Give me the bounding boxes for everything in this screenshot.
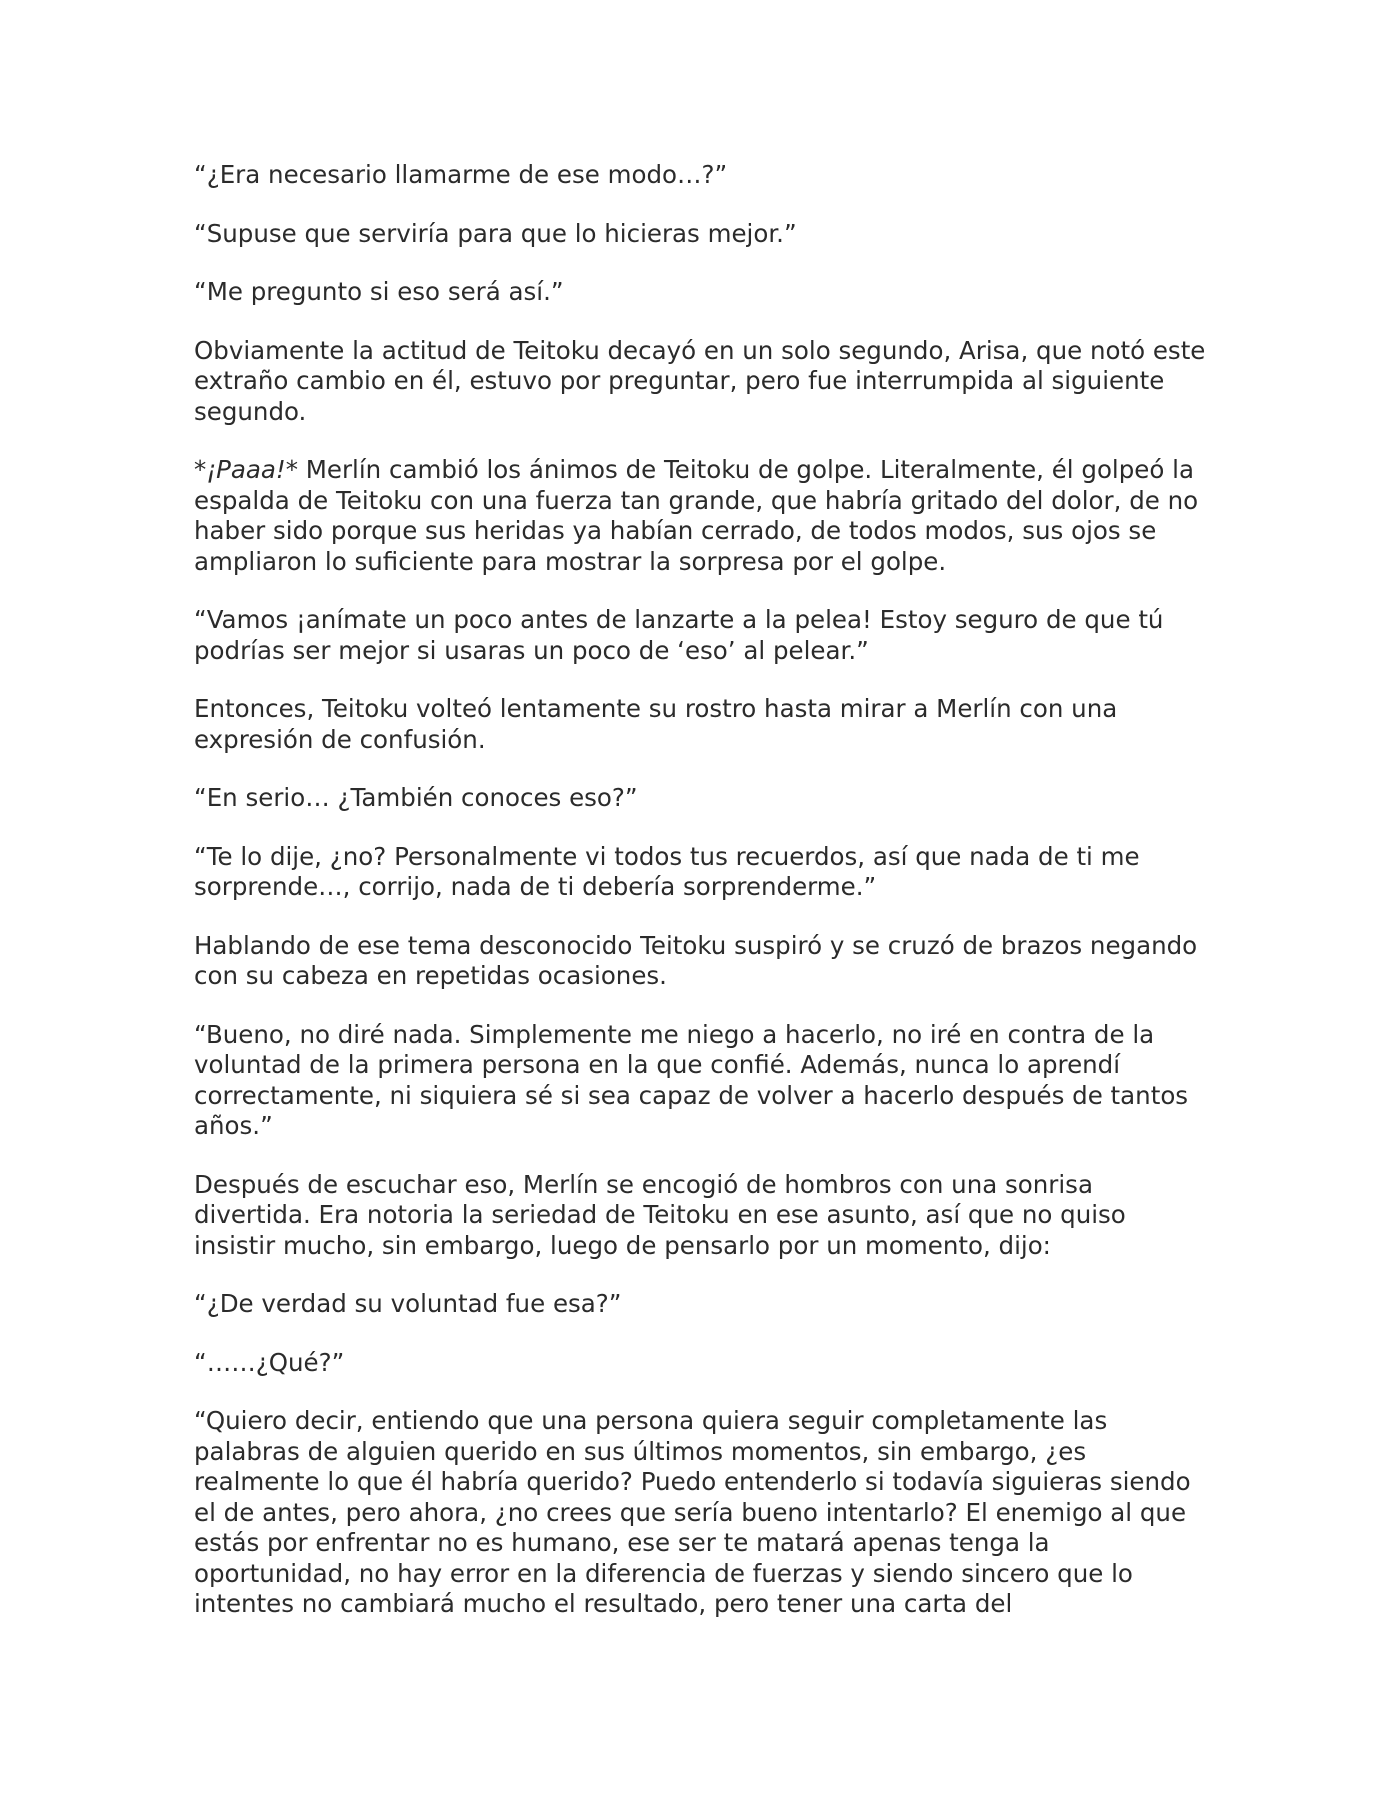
paragraph-8: “En serio… ¿También conoces eso?” xyxy=(194,783,638,812)
paragraph-3: “Me pregunto si eso será así.” xyxy=(194,277,564,306)
paragraph-9: “Te lo dije, ¿no? Personalmente vi todos tus recuerdos, así que nada de ti me sorprende…, corrijo, nada de ti debería sorprenderme.” xyxy=(194,841,1140,901)
paragraph-15: “Quiero decir, entiendo que una persona quiera seguir completamente las palabras de alguien querido en sus últimos momentos, sin embargo, ¿es realmente lo que él habría querido? Puedo entenderlo si todavía siguieras siendo el de antes, pero ahora, ¿no crees que sería bueno intentarlo? El enemigo al que estás por enfrentar no es humano, ese ser te matará apenas tenga la oportunidad, no hay error en la diferencia de fuerzas y siendo sincero que lo intentes no cambiará mucho el resultado, pero tener una carta del xyxy=(194,1406,1191,1618)
paragraph-5-text: Merlín cambió los ánimos de Teitoku de golpe. Literalmente, él golpeó la espalda de Teitoku con una fuerza tan grande, que habría gritado del dolor, de no haber sido porque sus heridas ya habían cerrado, de todos modos, sus ojos se ampliaron lo suficiente para mostrar la sorpresa por el golpe. xyxy=(194,455,1199,576)
paragraph-5 xyxy=(194,455,1210,577)
sound-effect: *¡Paaa!* xyxy=(194,455,298,484)
paragraph-1: “¿Era necesario llamarme de ese modo…?” xyxy=(194,160,728,189)
paragraph-11: “Bueno, no diré nada. Simplemente me niego a hacerlo, no iré en contra de la voluntad de la primera persona en la que confié. Además, nunca lo aprendí correctamente, ni siquiera sé si sea capaz de volver a hacerlo después de tantos años.” xyxy=(194,1019,1189,1140)
paragraph-13: “¿De verdad su voluntad fue esa?” xyxy=(194,1289,622,1318)
paragraph-10: Hablando de ese tema desconocido Teitoku suspiró y se cruzó de brazos negando con su cabeza en repetidas ocasiones. xyxy=(194,930,1198,990)
paragraph-6: “Vamos ¡anímate un poco antes de lanzarte a la pelea! Estoy seguro de que tú podrías ser mejor si usaras un poco de ‘eso’ al pelear.” xyxy=(194,605,1164,665)
document-page xyxy=(194,160,1210,1620)
paragraph-14: “……¿Qué?” xyxy=(194,1347,345,1377)
paragraph-12: Después de escuchar eso, Merlín se encogió de hombros con una sonrisa divertida. Era notoria la seriedad de Teitoku en ese asunto, así que no quiso insistir mucho, sin embargo, luego de pensarlo por un momento, dijo: xyxy=(194,1169,1126,1260)
paragraph-2: “Supuse que serviría para que lo hicieras mejor.” xyxy=(194,218,797,248)
paragraph-7: Entonces, Teitoku volteó lentamente su rostro hasta mirar a Merlín con una expresión de confusión. xyxy=(194,694,1118,754)
paragraph-4: Obviamente la actitud de Teitoku decayó en un solo segundo, Arisa, que notó este extraño cambio en él, estuvo por preguntar, pero fue interrumpida al siguiente segundo. xyxy=(194,335,1206,426)
